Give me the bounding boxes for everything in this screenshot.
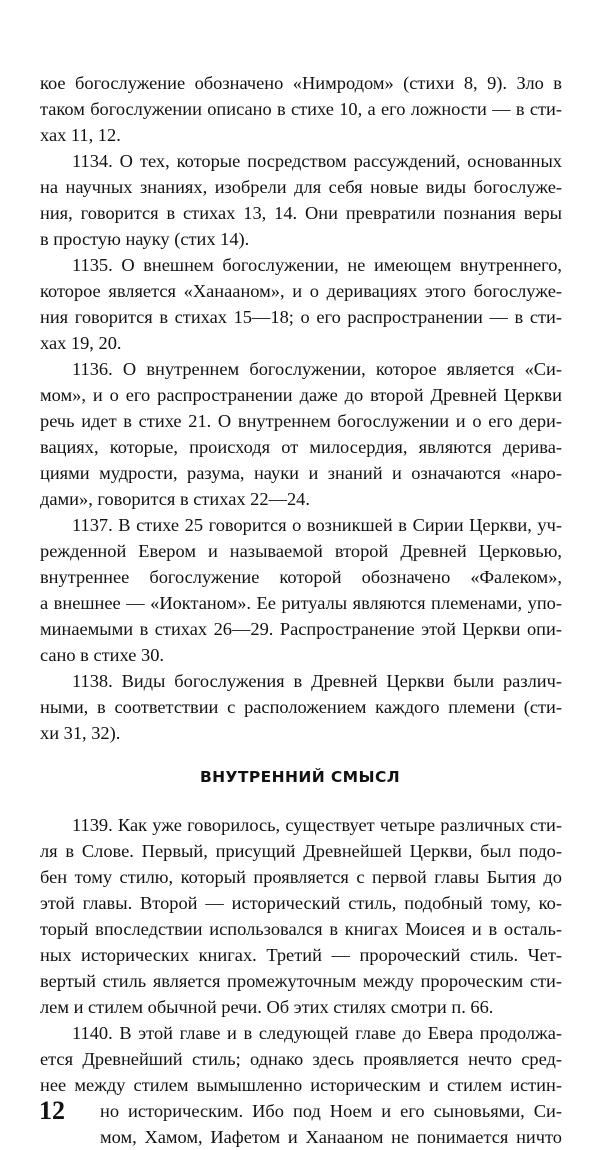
text-line: торый впоследствии использовался в книгах Моисея и в осталь- (40, 919, 562, 939)
paragraph-1135-first-line: 1135. О внешнем богослужении, не имеющем внутреннего, (72, 255, 562, 275)
paragraph-1137-first-line: 1137. В стихе 25 говорится о возникшей в Сирии Церкви, уч- (72, 515, 562, 535)
text-line: в простую науку (стих 14). (40, 229, 250, 249)
text-line: которое является «Ханааном», и о деривациях этого богослуже- (40, 281, 562, 301)
text-line: циями мудрости, разума, науки и знаний и означаются «наро- (40, 463, 562, 483)
text-line: вациях, которые, происходя от милосердия, являются дерива- (40, 437, 562, 457)
page-number: 12 (39, 1096, 65, 1125)
text-line: ется Древнейший стиль; однако здесь проявляется нечто сред- (40, 1049, 562, 1069)
paragraph-1134-first-line: 1134. О тех, которые посредством рассуждений, основанных (72, 151, 562, 171)
text-line: на научных знаниях, изобрели для себя новые виды богослуже- (40, 177, 562, 197)
text-line: ных исторических книгах. Третий — пророческий стиль. Чет- (40, 945, 562, 965)
text-line: хах 11, 12. (40, 125, 121, 145)
text-line: но историческим. Ибо под Ноем и его сыновьями, Си- (100, 1101, 562, 1121)
text-line: вертый стиль является промежуточным между пророческим сти- (40, 971, 562, 991)
text-line: хах 19, 20. (40, 333, 122, 353)
text-line: речь идет в стихе 21. О внутреннем богослужении и о его дери- (40, 411, 562, 431)
paragraph-1138-first-line: 1138. Виды богослужения в Древней Церкви были различ- (72, 671, 562, 691)
paragraph-1136-first-line: 1136. О внутреннем богослужении, которое является «Си- (72, 359, 562, 379)
text-line: кое богослужение обозначено «Нимродом» (стихи 8, 9). Зло в (40, 73, 562, 93)
text-line: бен тому стилю, который проявляется с первой главы Бытия до (40, 867, 562, 887)
text-line: нее между стилем вымышленно историческим и стилем истин- (40, 1075, 562, 1095)
text-line: мом, Хамом, Иафетом и Ханааном не понимается ничто (100, 1127, 562, 1147)
section-heading: ВНУТРЕННИЙ СМЫСЛ (199, 768, 401, 786)
text-line: минаемыми в стихах 26—29. Распространение этой Церкви опи- (40, 619, 562, 639)
text-line: режденной Евером и называемой второй Древней Церковью, (40, 541, 562, 561)
text-line: мом», и о его распространении даже до второй Древней Церкви (40, 385, 562, 405)
text-line: этой главы. Второй — исторический стиль, подобный тому, ко- (40, 893, 562, 913)
text-line: внутреннее богослужение которой обозначено «Фалеком», (40, 567, 562, 587)
text-line: лем и стилем обычной речи. Об этих стилях смотри п. 66. (40, 997, 494, 1017)
paragraph-1139-first-line: 1139. Как уже говорилось, существует четыре различных сти- (72, 815, 562, 835)
text-line: ния говорится в стихах 15—18; о его распространении — в сти- (40, 307, 562, 327)
paragraph-1140-first-line: 1140. В этой главе и в следующей главе до Евера продолжа- (72, 1023, 562, 1043)
text-line: ля в Слове. Первый, присущий Древнейшей Церкви, был подо- (40, 841, 562, 861)
text-line: сано в стихе 30. (40, 645, 164, 665)
text-line: ными, в соответствии с расположением каждого племени (сти- (40, 697, 562, 717)
text-line: ния, говорится в стихах 13, 14. Они превратили познания веры (40, 203, 562, 223)
text-line: хи 31, 32). (40, 723, 121, 743)
text-line: дами», говорится в стихах 22—24. (40, 489, 310, 509)
text-line: а внешнее — «Иоктаном». Ее ритуалы являются племенами, упо- (40, 593, 562, 613)
text-line: таком богослужении описано в стихе 10, а его ложности — в сти- (40, 99, 562, 119)
